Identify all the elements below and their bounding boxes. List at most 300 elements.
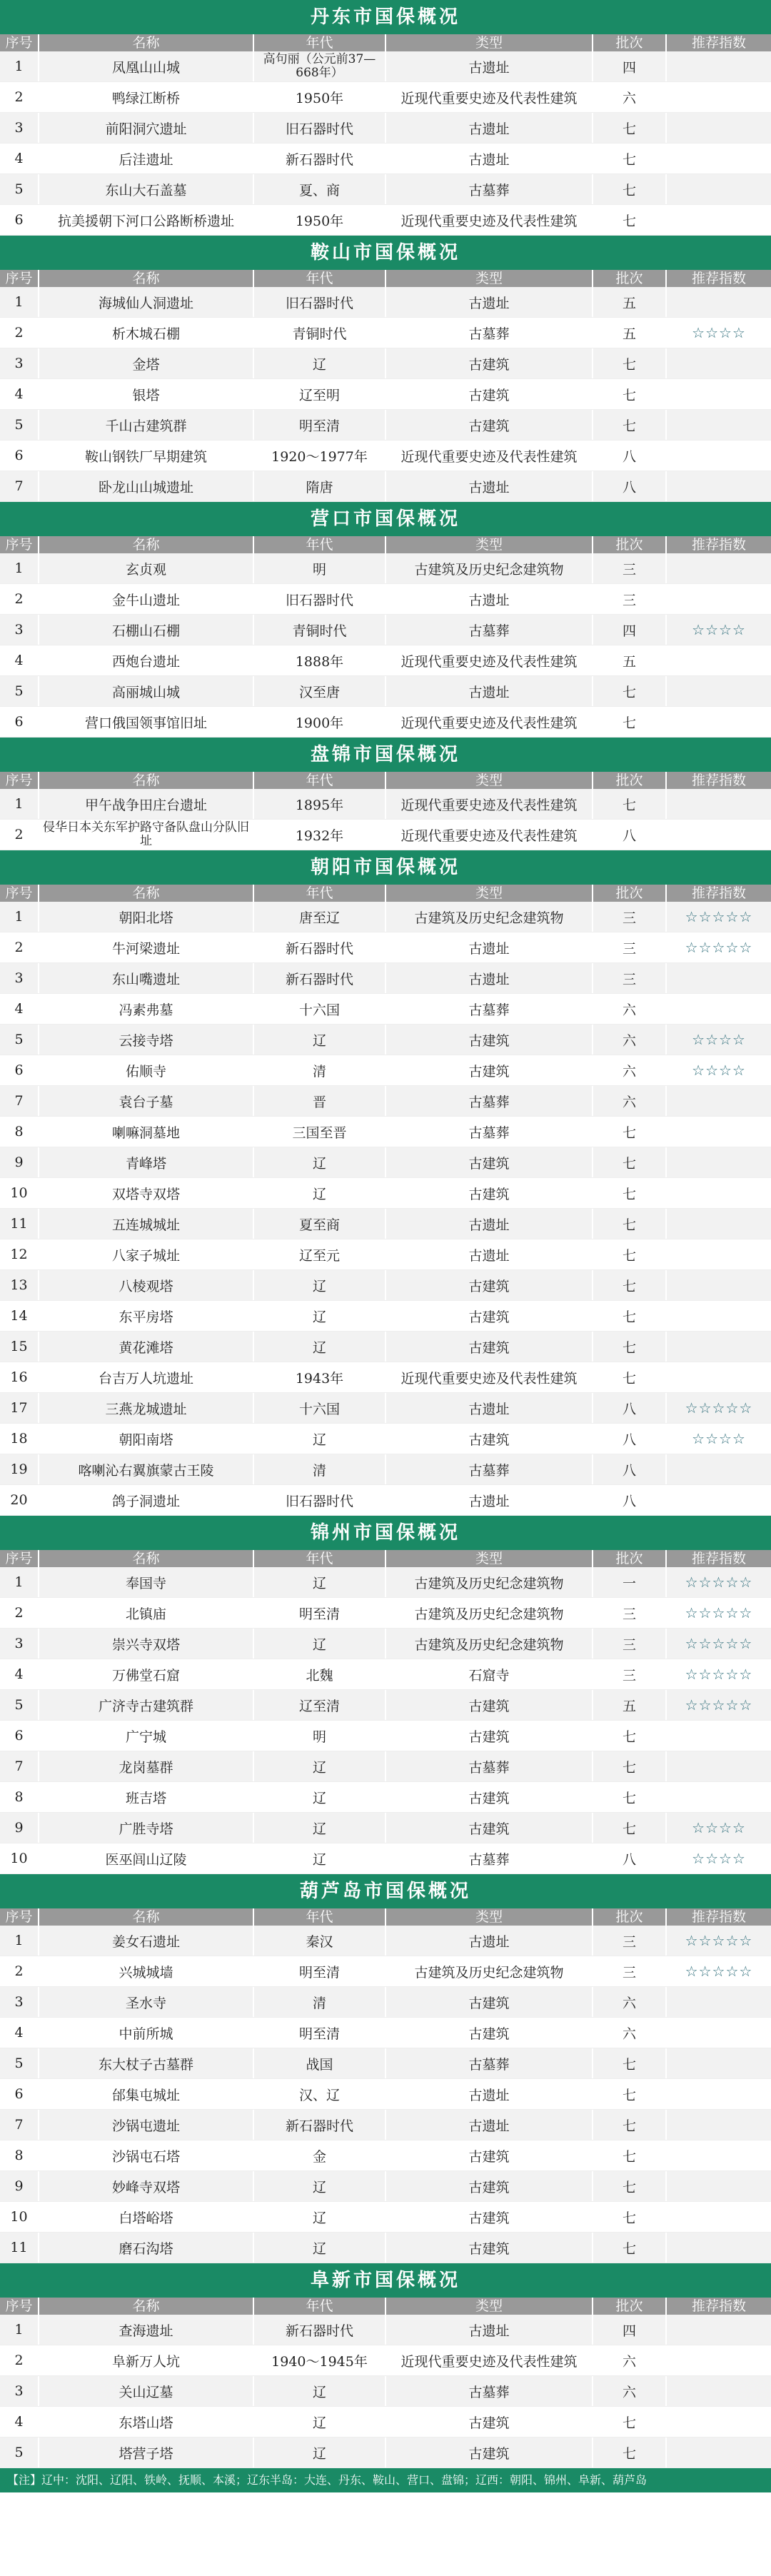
section-5 xyxy=(0,1516,771,1874)
cell-col-name: 析木城石棚 xyxy=(39,318,254,348)
cell-col-batch: 七 xyxy=(593,2110,667,2140)
cell-col-era: 旧石器时代 xyxy=(254,113,386,143)
table-header xyxy=(0,1550,771,1567)
cell-col-index: 2 xyxy=(0,932,39,962)
cell-col-rating xyxy=(667,1751,771,1781)
table-row xyxy=(0,205,771,236)
cell-col-index: 17 xyxy=(0,1393,39,1423)
table-row xyxy=(0,287,771,318)
cell-col-era: 辽 xyxy=(254,2407,386,2437)
section-title: 阜新市国保概况 xyxy=(0,2263,771,2298)
cell-col-era: 明至清 xyxy=(254,410,386,440)
table-row xyxy=(0,1301,771,1332)
cell-col-index: 10 xyxy=(0,1843,39,1873)
cell-col-index: 18 xyxy=(0,1424,39,1454)
cell-col-name: 三燕龙城遗址 xyxy=(39,1393,254,1423)
cell-col-index: 4 xyxy=(0,2018,39,2048)
cell-col-rating xyxy=(667,2376,771,2406)
cell-col-type: 古建筑 xyxy=(386,1813,593,1843)
cell-col-rating: ☆☆☆☆☆ xyxy=(685,1604,753,1621)
cell-col-era: 辽 xyxy=(254,1424,386,1454)
table-row xyxy=(0,789,771,820)
header-col-index: 序号 xyxy=(0,772,39,789)
cell-col-era: 新石器时代 xyxy=(254,2110,386,2140)
cell-col-era: 辽至明 xyxy=(254,379,386,409)
cell-col-era: 1950年 xyxy=(254,82,386,112)
section-title: 朝阳市国保概况 xyxy=(0,850,771,885)
cell-col-name: 奉国寺 xyxy=(39,1567,254,1597)
cell-col-name: 袁台子墓 xyxy=(39,1086,254,1116)
cell-col-rating xyxy=(667,113,771,143)
cell-col-rating xyxy=(667,2018,771,2048)
cell-col-batch: 三 xyxy=(593,1629,667,1659)
cell-col-rating xyxy=(667,789,771,819)
header-col-batch: 批次 xyxy=(593,270,667,287)
cell-col-type: 古遗址 xyxy=(386,963,593,993)
cell-col-era: 辽至元 xyxy=(254,1239,386,1269)
table-row xyxy=(0,645,771,676)
cell-col-type: 古建筑 xyxy=(386,2233,593,2263)
cell-col-rating xyxy=(667,584,771,614)
table-row xyxy=(0,2018,771,2048)
section-title: 丹东市国保概况 xyxy=(0,0,771,34)
header-col-index: 序号 xyxy=(0,270,39,287)
cell-col-rating xyxy=(667,2407,771,2437)
cell-col-batch: 六 xyxy=(593,2345,667,2375)
cell-col-era: 明至清 xyxy=(254,1956,386,1986)
cell-col-era: 辽 xyxy=(254,2376,386,2406)
table-row xyxy=(0,676,771,707)
header-col-era: 年代 xyxy=(254,2298,386,2315)
cell-col-era: 三国至晋 xyxy=(254,1117,386,1147)
table-row xyxy=(0,2345,771,2376)
cell-col-era: 辽 xyxy=(254,1782,386,1812)
cell-col-era: 辽 xyxy=(254,348,386,378)
cell-col-name: 千山古建筑群 xyxy=(39,410,254,440)
cell-col-index: 5 xyxy=(0,2437,39,2467)
cell-col-batch: 五 xyxy=(593,287,667,317)
cell-col-batch: 六 xyxy=(593,1987,667,2017)
cell-col-name: 医巫闾山辽陵 xyxy=(39,1843,254,1873)
table-row xyxy=(0,2407,771,2437)
cell-col-batch: 七 xyxy=(593,2079,667,2109)
table-body xyxy=(0,1567,771,1874)
cell-col-index: 3 xyxy=(0,615,39,645)
cell-col-name: 金牛山遗址 xyxy=(39,584,254,614)
table-row xyxy=(0,2110,771,2140)
cell-col-rating xyxy=(667,205,771,235)
cell-col-batch: 七 xyxy=(593,1209,667,1239)
cell-col-era: 辽 xyxy=(254,2233,386,2263)
cell-col-index: 2 xyxy=(0,318,39,348)
cell-col-era: 辽 xyxy=(254,1270,386,1300)
cell-col-batch: 七 xyxy=(593,205,667,235)
cell-col-type: 古建筑 xyxy=(386,1782,593,1812)
table-header xyxy=(0,536,771,553)
table-row xyxy=(0,1956,771,1987)
cell-col-batch: 三 xyxy=(593,553,667,583)
table-row xyxy=(0,1454,771,1485)
cell-col-rating xyxy=(667,1301,771,1331)
header-col-batch: 批次 xyxy=(593,34,667,51)
cell-col-name: 兴城城墙 xyxy=(39,1956,254,1986)
cell-col-name: 海城仙人洞遗址 xyxy=(39,287,254,317)
table-body xyxy=(0,2315,771,2468)
cell-col-batch: 八 xyxy=(593,1454,667,1484)
cell-col-batch: 七 xyxy=(593,2437,667,2467)
cell-col-type: 近现代重要史迹及代表性建筑 xyxy=(386,707,593,737)
cell-col-batch: 七 xyxy=(593,1782,667,1812)
cell-col-batch: 七 xyxy=(593,1813,667,1843)
cell-col-index: 9 xyxy=(0,1147,39,1177)
cell-col-rating xyxy=(667,994,771,1024)
table-header xyxy=(0,1908,771,1926)
cell-col-era: 辽 xyxy=(254,1301,386,1331)
cell-col-type: 古遗址 xyxy=(386,584,593,614)
cell-col-era: 辽至清 xyxy=(254,1690,386,1720)
cell-col-batch: 七 xyxy=(593,348,667,378)
cell-col-batch: 四 xyxy=(593,51,667,81)
cell-col-rating xyxy=(667,2202,771,2232)
cell-col-batch: 六 xyxy=(593,82,667,112)
table-row xyxy=(0,144,771,174)
table-row xyxy=(0,1239,771,1270)
cell-col-index: 5 xyxy=(0,1025,39,1055)
cell-col-index: 8 xyxy=(0,1117,39,1147)
cell-col-batch: 七 xyxy=(593,1147,667,1177)
cell-col-batch: 五 xyxy=(593,1690,667,1720)
section-title: 营口市国保概况 xyxy=(0,502,771,536)
cell-col-type: 近现代重要史迹及代表性建筑 xyxy=(386,1362,593,1392)
cell-col-index: 1 xyxy=(0,1926,39,1956)
cell-col-batch: 三 xyxy=(593,902,667,932)
cell-col-type: 古建筑及历史纪念建筑物 xyxy=(386,1629,593,1659)
cell-col-name: 阜新万人坑 xyxy=(39,2345,254,2375)
cell-col-type: 古建筑 xyxy=(386,1055,593,1085)
cell-col-index: 4 xyxy=(0,2407,39,2437)
cell-col-name: 青峰塔 xyxy=(39,1147,254,1177)
cell-col-era: 辽 xyxy=(254,1332,386,1362)
header-col-name: 名称 xyxy=(39,772,254,789)
cell-col-type: 古建筑 xyxy=(386,2140,593,2170)
cell-col-rating: ☆☆☆☆ xyxy=(692,1031,746,1048)
section-2 xyxy=(0,502,771,738)
cell-col-rating xyxy=(667,410,771,440)
cell-col-rating xyxy=(667,1209,771,1239)
table-row xyxy=(0,2315,771,2345)
cell-col-name: 冯素弗墓 xyxy=(39,994,254,1024)
cell-col-type: 古建筑 xyxy=(386,1147,593,1177)
cell-col-rating: ☆☆☆☆☆ xyxy=(685,908,753,925)
table-row xyxy=(0,2171,771,2202)
cell-col-era: 金 xyxy=(254,2140,386,2170)
table-row xyxy=(0,1659,771,1690)
cell-col-era: 1895年 xyxy=(254,789,386,819)
cell-col-batch: 八 xyxy=(593,471,667,501)
cell-col-index: 2 xyxy=(0,820,39,850)
cell-col-rating: ☆☆☆☆ xyxy=(692,621,746,638)
cell-col-type: 古墓葬 xyxy=(386,2376,593,2406)
cell-col-type: 古建筑及历史纪念建筑物 xyxy=(386,1956,593,1986)
cell-col-rating xyxy=(667,1485,771,1515)
cell-col-batch: 五 xyxy=(593,645,667,675)
cell-col-type: 古建筑 xyxy=(386,1690,593,1720)
cell-col-era: 北魏 xyxy=(254,1659,386,1689)
cell-col-type: 古墓葬 xyxy=(386,318,593,348)
cell-col-rating xyxy=(667,1362,771,1392)
cell-col-name: 白塔峪塔 xyxy=(39,2202,254,2232)
cell-col-type: 古墓葬 xyxy=(386,174,593,204)
cell-col-era: 1920～1977年 xyxy=(254,441,386,471)
cell-col-index: 4 xyxy=(0,994,39,1024)
table-row xyxy=(0,2048,771,2079)
cell-col-batch: 四 xyxy=(593,2315,667,2345)
cell-col-era: 辽 xyxy=(254,1178,386,1208)
cell-col-index: 20 xyxy=(0,1485,39,1515)
cell-col-index: 5 xyxy=(0,676,39,706)
header-col-rating: 推荐指数 xyxy=(691,773,746,788)
section-4 xyxy=(0,850,771,1516)
cell-col-type: 古建筑 xyxy=(386,379,593,409)
table-body xyxy=(0,51,771,236)
cell-col-batch: 七 xyxy=(593,1751,667,1781)
cell-col-type: 古墓葬 xyxy=(386,1843,593,1873)
cell-col-name: 龙岗墓群 xyxy=(39,1751,254,1781)
cell-col-batch: 七 xyxy=(593,676,667,706)
table-header xyxy=(0,2298,771,2315)
cell-col-batch: 三 xyxy=(593,584,667,614)
cell-col-name: 黄花滩塔 xyxy=(39,1332,254,1362)
table-row xyxy=(0,932,771,963)
cell-col-rating xyxy=(667,676,771,706)
table-row xyxy=(0,441,771,471)
cell-col-name: 中前所城 xyxy=(39,2018,254,2048)
cell-col-era: 明 xyxy=(254,1721,386,1751)
cell-col-rating: ☆☆☆☆☆ xyxy=(685,1666,753,1683)
cell-col-era: 辽 xyxy=(254,2202,386,2232)
table-row xyxy=(0,2140,771,2171)
table-row xyxy=(0,1147,771,1178)
cell-col-type: 古墓葬 xyxy=(386,1454,593,1484)
header-col-name: 名称 xyxy=(39,2298,254,2315)
cell-col-index: 9 xyxy=(0,2171,39,2201)
table-row xyxy=(0,1598,771,1629)
cell-col-type: 古建筑及历史纪念建筑物 xyxy=(386,1567,593,1597)
cell-col-era: 1943年 xyxy=(254,1362,386,1392)
cell-col-era: 十六国 xyxy=(254,1393,386,1423)
cell-col-name: 牛河梁遗址 xyxy=(39,932,254,962)
table-row xyxy=(0,963,771,994)
cell-col-index: 3 xyxy=(0,113,39,143)
cell-col-index: 8 xyxy=(0,1782,39,1812)
header-col-era: 年代 xyxy=(254,270,386,287)
table-row xyxy=(0,584,771,615)
header-col-rating: 推荐指数 xyxy=(691,271,746,286)
cell-col-name: 营口俄国领事馆旧址 xyxy=(39,707,254,737)
cell-col-era: 新石器时代 xyxy=(254,963,386,993)
table-row xyxy=(0,994,771,1025)
table-row xyxy=(0,1485,771,1516)
cell-col-rating xyxy=(667,645,771,675)
cell-col-era: 明 xyxy=(254,553,386,583)
cell-col-index: 5 xyxy=(0,1690,39,1720)
table-row xyxy=(0,1332,771,1362)
cell-col-rating xyxy=(667,2345,771,2375)
cell-col-name: 妙峰寺双塔 xyxy=(39,2171,254,2201)
cell-col-type: 近现代重要史迹及代表性建筑 xyxy=(386,2345,593,2375)
table-row xyxy=(0,1362,771,1393)
cell-col-name: 石棚山石棚 xyxy=(39,615,254,645)
header-col-name: 名称 xyxy=(39,1908,254,1926)
cell-col-era: 辽 xyxy=(254,1567,386,1597)
cell-col-type: 古建筑 xyxy=(386,2018,593,2048)
header-col-era: 年代 xyxy=(254,772,386,789)
cell-col-rating xyxy=(667,1239,771,1269)
cell-col-index: 6 xyxy=(0,441,39,471)
table-row xyxy=(0,553,771,584)
table-row xyxy=(0,1055,771,1086)
table-row xyxy=(0,1025,771,1055)
cell-col-index: 3 xyxy=(0,348,39,378)
cell-col-name: 磨石沟塔 xyxy=(39,2233,254,2263)
header-col-rating: 推荐指数 xyxy=(691,2298,746,2314)
header-col-rating: 推荐指数 xyxy=(691,885,746,901)
cell-col-type: 古遗址 xyxy=(386,51,593,81)
cell-col-batch: 三 xyxy=(593,1926,667,1956)
cell-col-name: 沙锅屯遗址 xyxy=(39,2110,254,2140)
cell-col-index: 10 xyxy=(0,2202,39,2232)
cell-col-index: 5 xyxy=(0,174,39,204)
cell-col-index: 7 xyxy=(0,471,39,501)
cell-col-era: 1932年 xyxy=(254,820,386,850)
cell-col-name: 鸭绿江断桥 xyxy=(39,82,254,112)
header-col-rating: 推荐指数 xyxy=(691,35,746,51)
cell-col-name: 抗美援朝下河口公路断桥遗址 xyxy=(39,205,254,235)
table-row xyxy=(0,1721,771,1751)
cell-col-index: 1 xyxy=(0,2315,39,2345)
cell-col-batch: 六 xyxy=(593,994,667,1024)
cell-col-type: 古建筑 xyxy=(386,1721,593,1751)
cell-col-batch: 八 xyxy=(593,1485,667,1515)
header-col-index: 序号 xyxy=(0,34,39,51)
table-body xyxy=(0,1926,771,2263)
cell-col-name: 朝阳南塔 xyxy=(39,1424,254,1454)
table-row xyxy=(0,1393,771,1424)
cell-col-type: 古建筑 xyxy=(386,1178,593,1208)
cell-col-index: 1 xyxy=(0,287,39,317)
cell-col-name: 广济寺古建筑群 xyxy=(39,1690,254,1720)
cell-col-type: 古建筑及历史纪念建筑物 xyxy=(386,1598,593,1628)
table-row xyxy=(0,1813,771,1843)
cell-col-index: 1 xyxy=(0,902,39,932)
section-0 xyxy=(0,0,771,236)
cell-col-type: 古遗址 xyxy=(386,144,593,173)
cell-col-batch: 七 xyxy=(593,789,667,819)
cell-col-batch: 六 xyxy=(593,2018,667,2048)
cell-col-index: 7 xyxy=(0,2110,39,2140)
cell-col-era: 秦汉 xyxy=(254,1926,386,1956)
cell-col-batch: 七 xyxy=(593,174,667,204)
section-1 xyxy=(0,236,771,502)
table-row xyxy=(0,1086,771,1117)
header-col-type: 类型 xyxy=(386,885,593,902)
cell-col-name: 侵华日本关东军护路守备队盘山分队旧址 xyxy=(39,820,254,850)
table-row xyxy=(0,1117,771,1147)
cell-col-rating xyxy=(667,820,771,850)
cell-col-rating xyxy=(667,1178,771,1208)
header-col-batch: 批次 xyxy=(593,1550,667,1567)
cell-col-type: 近现代重要史迹及代表性建筑 xyxy=(386,205,593,235)
cell-col-type: 古墓葬 xyxy=(386,2048,593,2078)
cell-col-type: 近现代重要史迹及代表性建筑 xyxy=(386,82,593,112)
cell-col-era: 1888年 xyxy=(254,645,386,675)
cell-col-index: 2 xyxy=(0,1598,39,1628)
cell-col-type: 古建筑 xyxy=(386,1424,593,1454)
cell-col-type: 古建筑及历史纪念建筑物 xyxy=(386,553,593,583)
cell-col-batch: 七 xyxy=(593,2233,667,2263)
cell-col-index: 6 xyxy=(0,707,39,737)
cell-col-batch: 八 xyxy=(593,1843,667,1873)
header-col-type: 类型 xyxy=(386,270,593,287)
cell-col-era: 旧石器时代 xyxy=(254,1485,386,1515)
cell-col-era: 1900年 xyxy=(254,707,386,737)
cell-col-type: 古建筑 xyxy=(386,1270,593,1300)
table-header xyxy=(0,34,771,51)
cell-col-name: 八棱观塔 xyxy=(39,1270,254,1300)
cell-col-batch: 八 xyxy=(593,1424,667,1454)
cell-col-name: 班吉塔 xyxy=(39,1782,254,1812)
cell-col-type: 古建筑 xyxy=(386,2171,593,2201)
table-row xyxy=(0,2202,771,2233)
header-col-era: 年代 xyxy=(254,34,386,51)
table-row xyxy=(0,1782,771,1813)
cell-col-rating: ☆☆☆☆ xyxy=(692,1819,746,1836)
cell-col-rating xyxy=(667,1454,771,1484)
cell-col-batch: 七 xyxy=(593,113,667,143)
cell-col-rating xyxy=(667,1147,771,1177)
cell-col-era: 明至清 xyxy=(254,1598,386,1628)
header-col-type: 类型 xyxy=(386,2298,593,2315)
cell-col-rating xyxy=(667,2079,771,2109)
cell-col-batch: 七 xyxy=(593,2048,667,2078)
cell-col-index: 3 xyxy=(0,1987,39,2017)
cell-col-batch: 三 xyxy=(593,932,667,962)
cell-col-rating xyxy=(667,2315,771,2345)
cell-col-rating xyxy=(667,1117,771,1147)
cell-col-rating xyxy=(667,553,771,583)
cell-col-name: 鸽子洞遗址 xyxy=(39,1485,254,1515)
cell-col-era: 唐至辽 xyxy=(254,902,386,932)
cell-col-index: 2 xyxy=(0,82,39,112)
cell-col-name: 金塔 xyxy=(39,348,254,378)
cell-col-era: 旧石器时代 xyxy=(254,584,386,614)
cell-col-era: 辽 xyxy=(254,2437,386,2467)
table-row xyxy=(0,1987,771,2018)
cell-col-rating: ☆☆☆☆☆ xyxy=(685,1963,753,1980)
cell-col-batch: 三 xyxy=(593,1659,667,1689)
cell-col-batch: 三 xyxy=(593,1598,667,1628)
cell-col-type: 古遗址 xyxy=(386,1209,593,1239)
cell-col-batch: 七 xyxy=(593,1721,667,1751)
cell-col-batch: 七 xyxy=(593,2171,667,2201)
cell-col-rating xyxy=(667,51,771,81)
header-col-rating: 推荐指数 xyxy=(691,1551,746,1566)
cell-col-name: 广宁城 xyxy=(39,1721,254,1751)
cell-col-type: 古墓葬 xyxy=(386,994,593,1024)
cell-col-name: 凤凰山山城 xyxy=(39,51,254,81)
cell-col-rating: ☆☆☆☆☆ xyxy=(685,1574,753,1591)
header-col-name: 名称 xyxy=(39,270,254,287)
